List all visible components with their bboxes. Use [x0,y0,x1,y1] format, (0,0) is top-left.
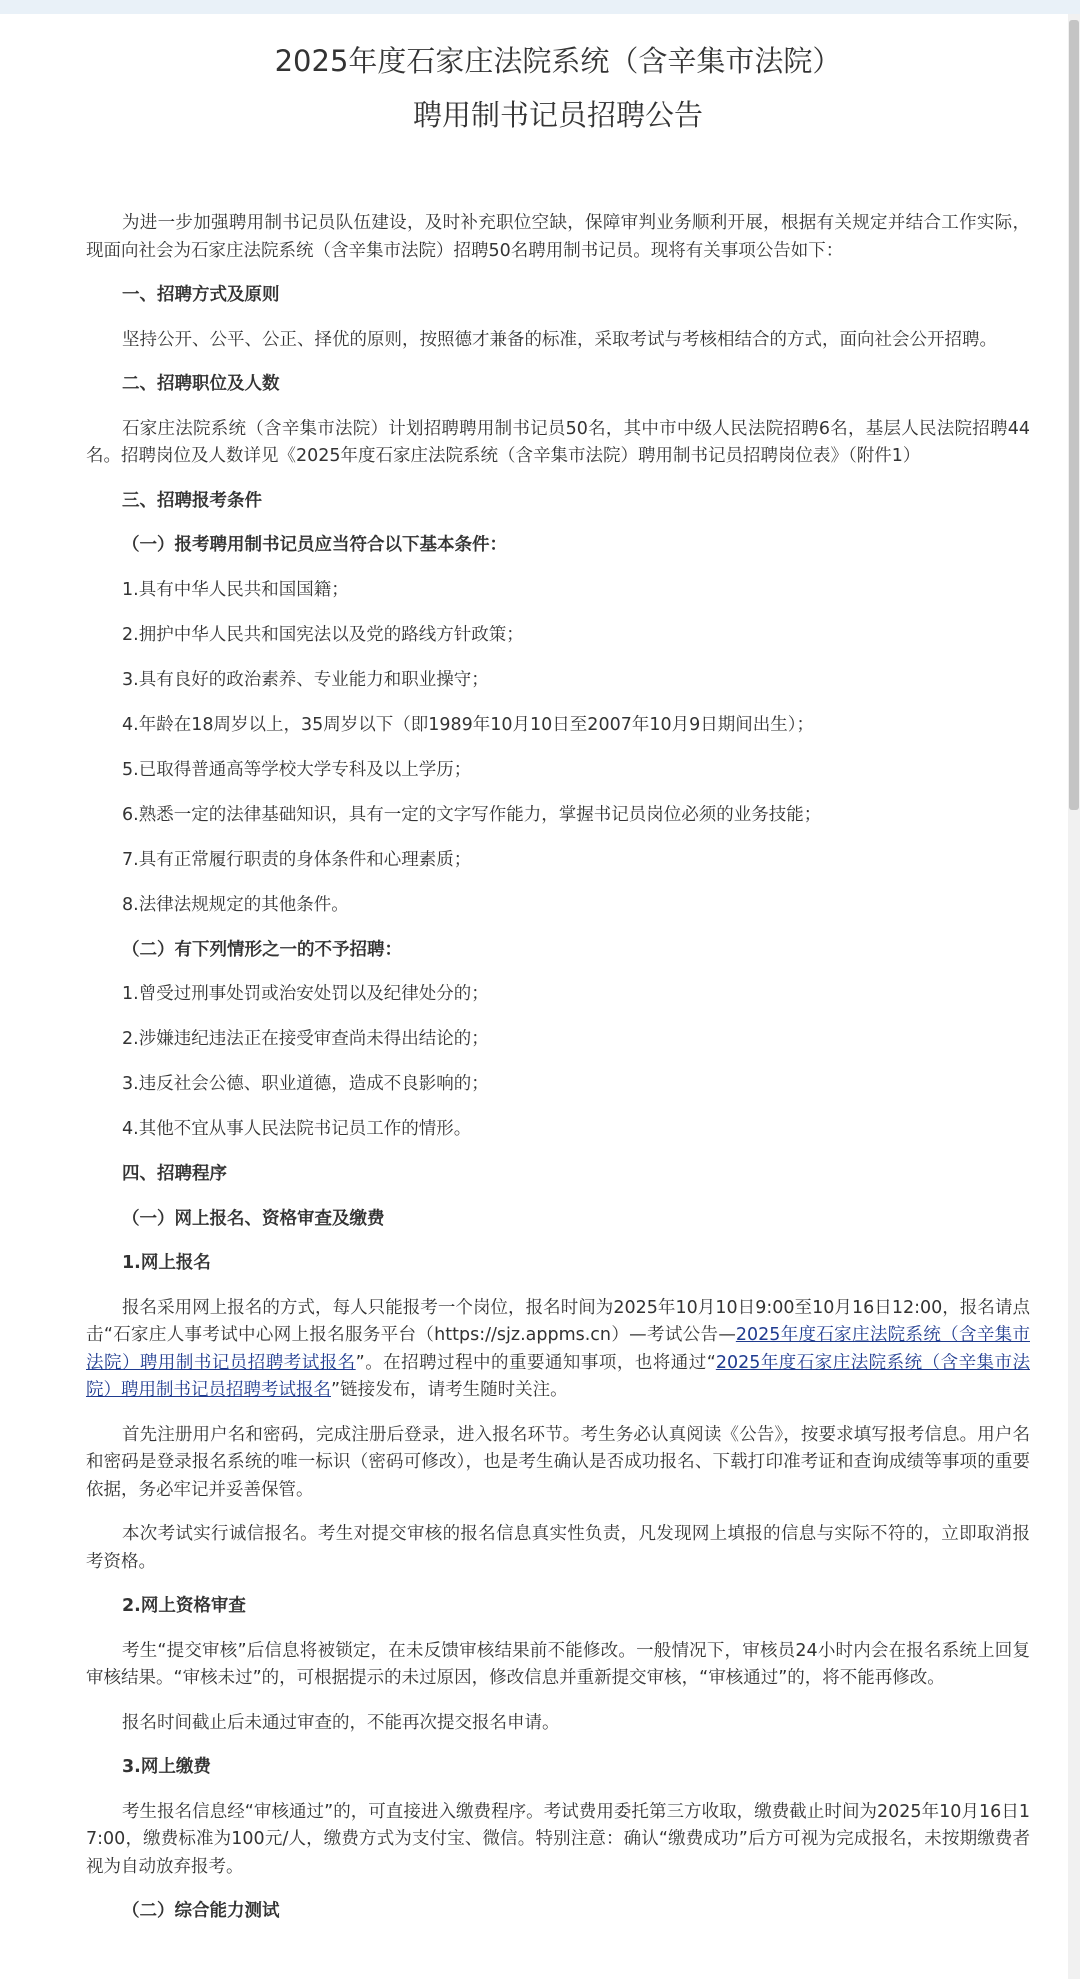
review-deadline-paragraph: 报名时间截止后未通过审查的，不能再次提交报名申请。 [122,1712,560,1733]
registration-text-c: ”链接发布，请考生随时关注。 [331,1380,568,1400]
section-heading-1: 一、招聘方式及原则 [122,285,280,305]
condition-item: 2.拥护中华人民共和国宪法以及党的路线方针政策； [122,624,524,645]
section-heading-2: 二、招聘职位及人数 [122,374,280,394]
subsection-heading-4-1: （一）网上报名、资格审查及缴费 [122,1208,385,1229]
page-subtitle: 聘用制书记员招聘公告 [412,98,703,132]
exclusion-item: 3.违反社会公德、职业道德，造成不良影响的； [122,1074,489,1094]
section-heading-4: 四、招聘程序 [122,1164,227,1184]
review-paragraph: 考生“提交审核”后信息将被锁定，在未反馈审核结果前不能修改。一般情况下，审核员24小时内会在报名系统上回复审核结果。“审核未过”的，可根据提示的未过原因，修改信息并重新提交审核，“审核通过”的，将不能再修改。 [86,1640,1030,1688]
scrollbar[interactable] [1068,14,1080,1979]
section-2-text: 石家庄法院系统（含辛集市法院）计划招聘聘用制书记员50名，其中市中级人民法院招聘6名，基层人民法院招聘44名。招聘岗位及人数详见《2025年度石家庄法院系统（含辛集市法院）聘用制书记员招聘岗位表》（附件1） [86,418,1030,466]
step-heading-qualification-review: 2.网上资格审查 [122,1596,246,1616]
subsection-heading-3-1: （一）报考聘用制书记员应当符合以下基本条件： [122,535,507,555]
account-paragraph: 首先注册用户名和密码，完成注册后登录，进入报名环节。考生务必认真阅读《公告》，按要求填写报考信息。用户名和密码是登录报名系统的唯一标识（密码可修改），也是考生确认是否成功报名、下载打印准考证和查询成绩等事项的重要依据，务必牢记并妥善保管。 [86,1424,1030,1500]
step-heading-online-registration: 1.网上报名 [122,1253,211,1273]
exclusion-item: 1.曾受过刑事处罚或治安处罚以及纪律处分的； [122,984,489,1004]
subsection-heading-3-2: （二）有下列情形之一的不予招聘： [122,939,402,960]
registration-link[interactable]: 2025年度石家庄法院系统（含辛集市法院）聘用制书记员招聘考试报名 [86,1325,1030,1373]
section-heading-3: 三、招聘报考条件 [122,490,262,511]
payment-paragraph: 考生报名信息经“审核通过”的，可直接进入缴费程序。考试费用委托第三方收取，缴费截止时间为2025年10月16日17:00，缴费标准为100元/人，缴费方式为支付宝、微信。特别注意：确认“缴费成功”后方可视为完成报名，未按期缴费者视为自动放弃报考。 [86,1801,1030,1877]
scrollbar-thumb[interactable] [1069,20,1079,810]
registration-link-2[interactable]: 2025年度石家庄法院系统（含辛集市法院）聘用制书记员招聘考试报名 [86,1352,1030,1400]
condition-item: 4.年龄在18周岁以上，35周岁以下（即1989年10月10日至2007年10月9日期间出生）； [122,714,814,735]
registration-paragraph [86,1295,1030,1405]
top-strip [0,0,1080,14]
condition-item: 5.已取得普通高等学校大学专科及以上学历； [122,759,472,780]
step-heading-online-payment: 3.网上缴费 [122,1757,211,1777]
condition-item: 7.具有正常履行职责的身体条件和心理素质； [122,849,472,870]
section-1-text: 坚持公开、公平、公正、择优的原则，按照德才兼备的标准，采取考试与考核相结合的方式，面向社会公开招聘。 [122,329,997,350]
registration-text-b: ”。在招聘过程中的重要通知事项，也将通过“ [355,1352,716,1373]
exclusion-item: 2.涉嫌违纪违法正在接受审查尚未得出结论的； [122,1029,489,1049]
intro-paragraph: 为进一步加强聘用制书记员队伍建设，及时补充职位空缺，保障审判业务顺利开展，根据有关规定并结合工作实际，现面向社会为石家庄法院系统（含辛集市法院）招聘50名聘用制书记员。现将有关事项公告如下： [86,213,1030,261]
registration-text-a: 报名采用网上报名的方式，每人只能报考一个岗位，报名时间为2025年10月10日9:00至10月16日12:00，报名请点击“石家庄人事考试中心网上报名服务平台（https://sjz.appms.cn）—考试公告— [86,1297,1030,1345]
integrity-paragraph: 本次考试实行诚信报名。考生对提交审核的报名信息真实性负责，凡发现网上填报的信息与实际不符的，立即取消报考资格。 [86,1524,1030,1572]
condition-item: 1.具有中华人民共和国国籍； [122,579,349,600]
condition-item: 3.具有良好的政治素养、专业能力和职业操守； [122,669,489,690]
condition-item: 6.熟悉一定的法律基础知识，具有一定的文字写作能力，掌握书记员岗位必须的业务技能； [122,804,822,825]
subsection-heading-4-2: （二）综合能力测试 [122,1901,280,1921]
exclusion-item: 4.其他不宜从事人民法院书记员工作的情形。 [122,1119,472,1139]
announcement-page [86,34,1030,1943]
condition-item: 8.法律法规规定的其他条件。 [122,894,349,915]
announcement-content [86,210,1030,1926]
page-title: 2025年度石家庄法院系统（含辛集市法院） [274,44,842,78]
